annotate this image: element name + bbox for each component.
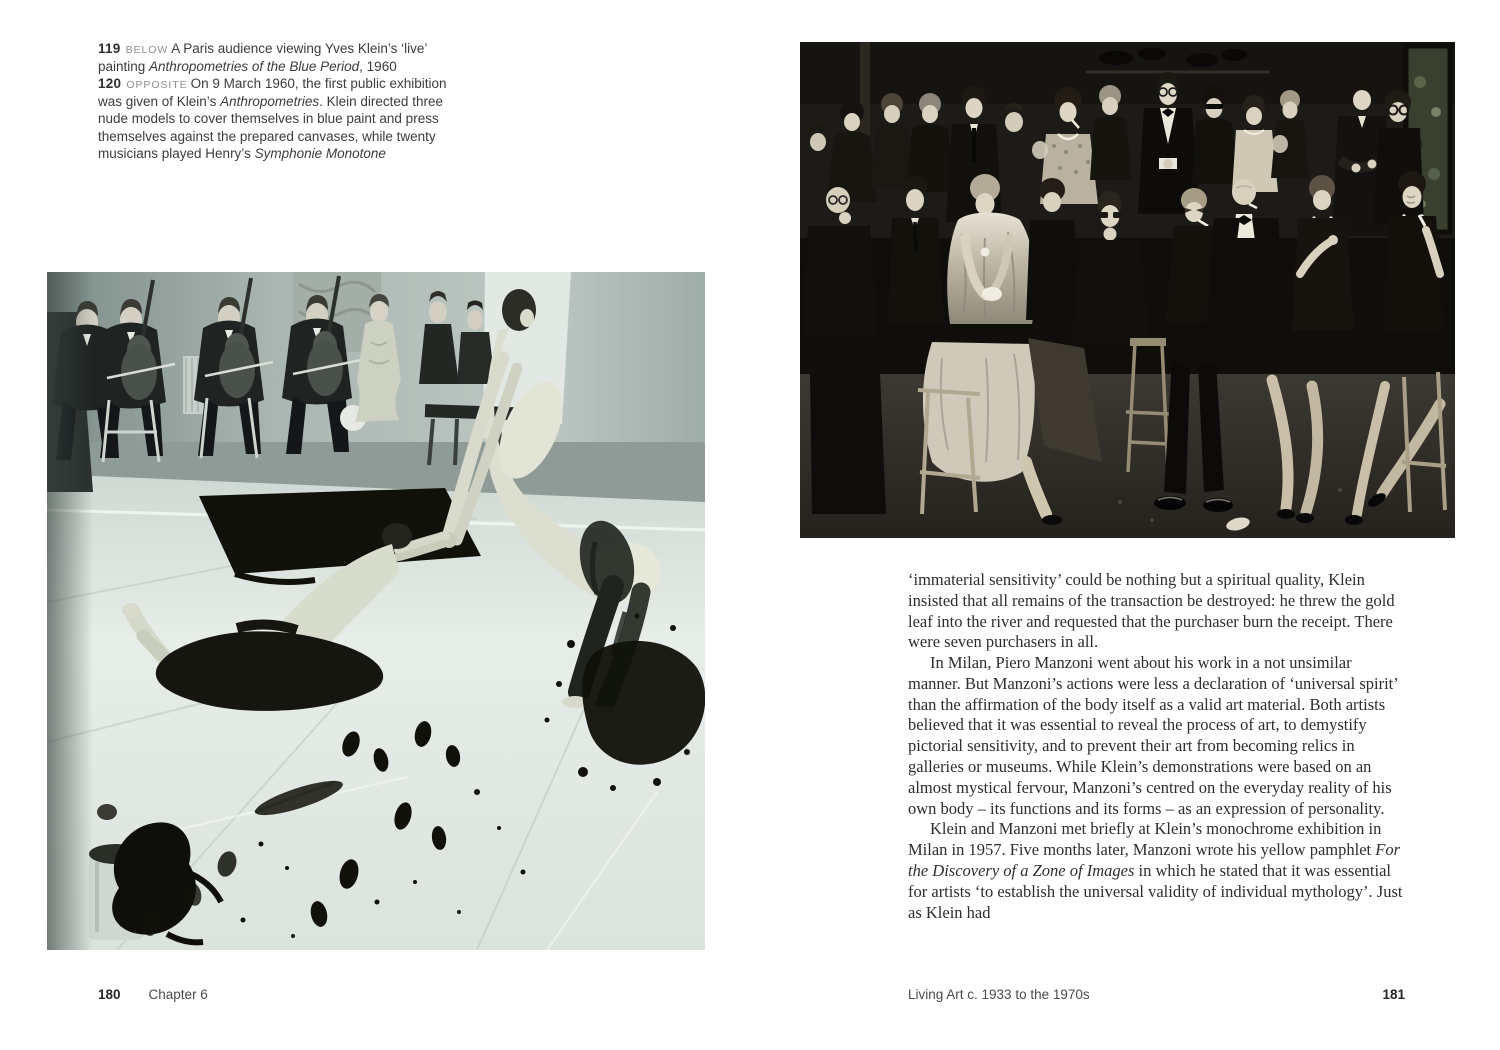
anthropometries-photo-illustration: [47, 272, 705, 950]
right-page-number: 181: [1382, 987, 1405, 1002]
caption-text: A Paris audience viewing Yves Klein’s ‘live’ painting Anthropometries of the Blue Period, 1960: [98, 41, 427, 74]
figure-119-photo: [47, 272, 705, 950]
body-paragraph: In Milan, Piero Manzoni went about his work in a not unsimilar manner. But Manzoni’s actions were less a declaration of ‘universal spirit’ than the affirmation of the body itself as a valid art material. Both artists believed that it was essential to reveal the process of art, to demystify pictorial sensitivity, and to prevent their art from becoming relics in galleries or museums. While Klein’s demonstrations were based on an almost mystical fervour, Manzoni’s centred on the everyday reality of his own body – its functions and its forms – as an expression of personality.: [908, 653, 1398, 818]
left-footer: [98, 987, 208, 1002]
left-page-number: 180: [98, 987, 121, 1002]
chapter-label: Chapter 6: [148, 987, 208, 1002]
figure-caption-block: [98, 40, 470, 163]
caption-number: 119: [98, 41, 121, 56]
caption-text: On 9 March 1960, the first public exhibition was given of Klein’s Anthropometries. Klein directed three nude models to cover themselves in blue paint and press themselves against the prepared canvases, while twenty musicians played Henry’s Symphonie Monotone: [98, 76, 447, 162]
audience-photo-illustration: [800, 42, 1455, 538]
body-text-column: [908, 570, 1408, 923]
figure-120-photo: [800, 42, 1455, 538]
caption-position-label: OPPOSITE: [126, 79, 188, 92]
right-footer: [908, 987, 1405, 1002]
caption-entry-119: [98, 40, 470, 75]
caption-position-label: BELOW: [125, 44, 169, 56]
caption-entry-120: [98, 75, 470, 163]
photo-edge-vignette: [47, 272, 93, 950]
section-title: Living Art c. 1933 to the 1970s: [908, 987, 1090, 1002]
body-paragraph: ‘immaterial sensitivity’ could be nothing but a spiritual quality, Klein insisted that all remains of the transaction be destroyed: he threw the gold leaf into the river and requested that the purchaser burn the receipt. There were seven purchasers in all.: [908, 570, 1395, 652]
caption-number: 120: [98, 76, 122, 92]
body-paragraph: Klein and Manzoni met briefly at Klein’s monochrome exhibition in Milan in 1957. Five months later, Manzoni wrote his yellow pamphlet For the Discovery of a Zone of Images in which he stated that it was essential for artists ‘to establish the universal validity of individual mythology’. Just as Klein had: [908, 819, 1403, 922]
